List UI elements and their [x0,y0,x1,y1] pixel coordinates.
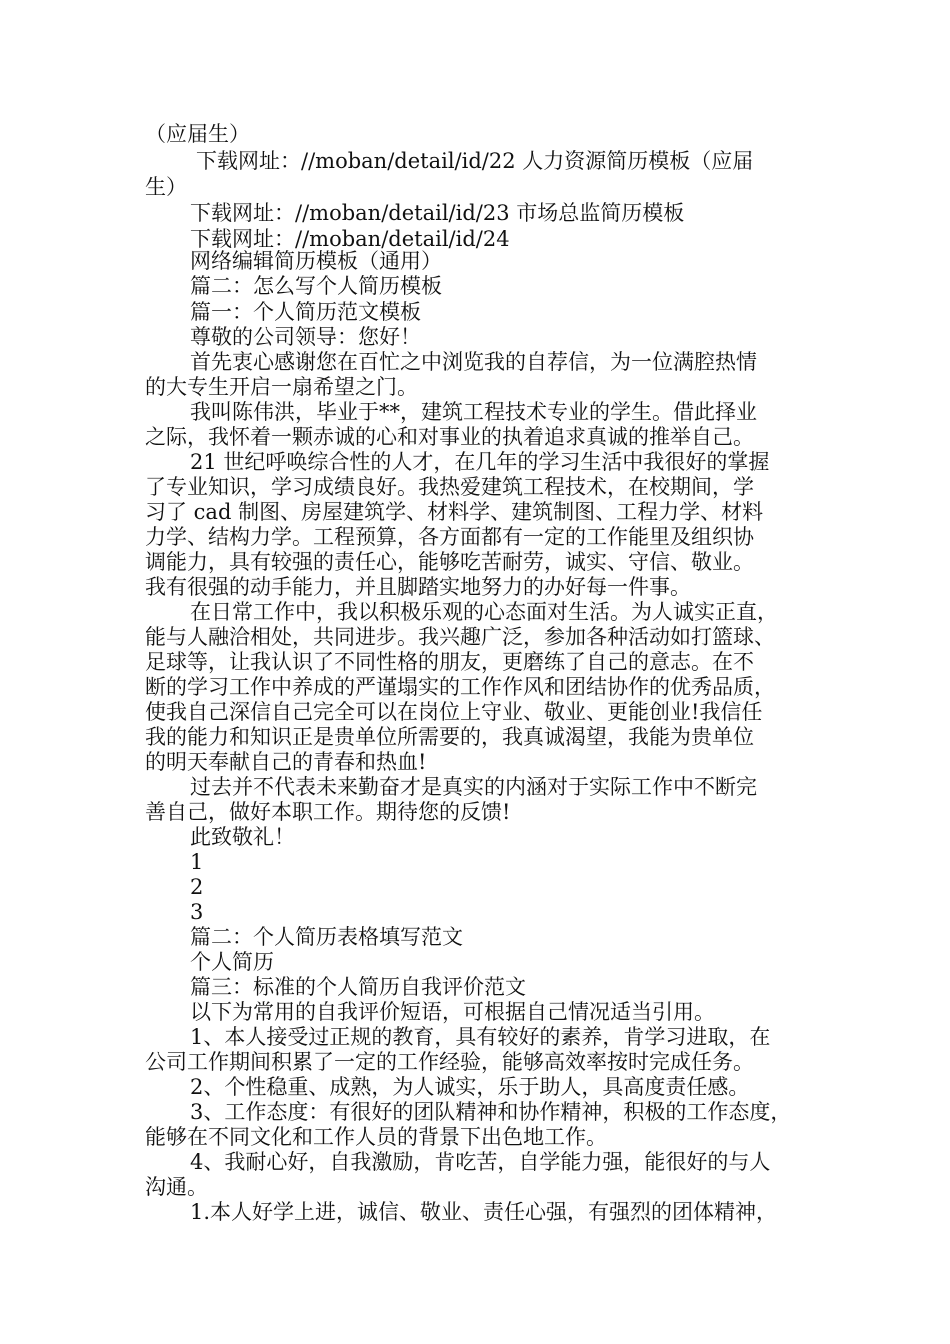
text-line: 我叫陈伟洪，毕业于**，建筑工程技术专业的学生。借此择业 [190,400,757,424]
text-line: 能与人融洽相处，共同进步。我兴趣广泛，参加各种活动如打篮球、 [145,625,775,649]
text-line: 我有很强的动手能力，并且脚踏实地努力的办好每一件事。 [145,575,691,599]
page-number: 2 [190,875,204,899]
text-line: 21 世纪呼唤综合性的人才，在几年的学习生活中我很好的掌握 [190,450,770,474]
text-line: 2、个性稳重、成熟，为人诚实，乐于助人，具高度责任感。 [190,1075,750,1099]
section-heading: 篇二：个人简历表格填写范文 [190,925,463,949]
text-line: 1.本人好学上进，诚信、敬业、责任心强，有强烈的团体精神， [190,1200,778,1224]
text-line: 尊敬的公司领导：您好！ [190,325,421,349]
text-line: 我的能力和知识正是贵单位所需要的，我真诚渴望，我能为贵单位 [145,725,754,749]
text-line: 过去并不代表未来勤奋才是真实的内涵对于实际工作中不断完 [190,775,757,799]
text-line: 断的学习工作中养成的严谨塌实的工作作风和团结协作的优秀品质， [145,675,775,699]
text-line: 了专业知识，学习成绩良好。我热爱建筑工程技术，在校期间，学 [145,475,754,499]
text-line: 下载网址：//moban/detail/id/23 市场总监简历模板 [190,201,685,225]
text-line: 下载网址：//moban/detail/id/24 [190,227,510,251]
text-line: 下载网址：//moban/detail/id/22 人力资源简历模板（应届 [196,149,754,173]
text-line: 首先衷心感谢您在百忙之中浏览我的自荐信，为一位满腔热情 [190,350,757,374]
section-heading: 篇三：标准的个人简历自我评价范文 [190,975,526,999]
text-line: 生） [145,175,187,199]
text-line: 调能力，具有较强的责任心，能够吃苦耐劳，诚实、守信、敬业。 [145,550,754,574]
text-line: 力学、结构力学。工程预算，各方面都有一定的工作能里及组织协 [145,525,754,549]
text-line: 足球等，让我认识了不同性格的朋友，更磨练了自己的意志。在不 [145,650,754,674]
text-line: 沟通。 [145,1175,208,1199]
page-number: 1 [190,850,204,874]
section-heading: 篇一：个人简历范文模板 [190,300,421,324]
text-line: 使我自己深信自己完全可以在岗位上守业、敬业、更能创业!我信任 [145,700,763,724]
text-line: 的大专生开启一扇希望之门。 [145,375,418,399]
text-line: 在日常工作中，我以积极乐观的心态面对生活。为人诚实正直， [190,600,778,624]
text-line: 1、本人接受过正规的教育，具有较好的素养，肯学习进取，在 [190,1025,771,1049]
text-line: 个人简历 [190,950,274,974]
text-line: 4、我耐心好，自我激励，肯吃苦，自学能力强，能很好的与人 [190,1150,771,1174]
text-line: 此致敬礼！ [190,825,295,849]
text-line: 善自己，做好本职工作。期待您的反馈! [145,800,511,824]
text-line: 习了 cad 制图、房屋建筑学、材料学、建筑制图、工程力学、材料 [145,500,764,524]
text-line: 能够在不同文化和工作人员的背景下出色地工作。 [145,1125,607,1149]
page-number: 3 [190,900,204,924]
section-heading: 篇二：怎么写个人简历模板 [190,274,442,298]
text-line: 的明天奉献自己的青春和热血! [145,750,427,774]
text-line: 网络编辑简历模板（通用） [190,249,442,273]
text-line: （应届生） [145,122,250,146]
text-line: 之际，我怀着一颗赤诚的心和对事业的执着追求真诚的推举自己。 [145,425,754,449]
text-line: 以下为常用的自我评价短语，可根据自己情况适当引用。 [190,1000,715,1024]
text-line: 3、工作态度：有很好的团队精神和协作精神，积极的工作态度， [190,1100,792,1124]
text-line: 公司工作期间积累了一定的工作经验，能够高效率按时完成任务。 [145,1050,754,1074]
